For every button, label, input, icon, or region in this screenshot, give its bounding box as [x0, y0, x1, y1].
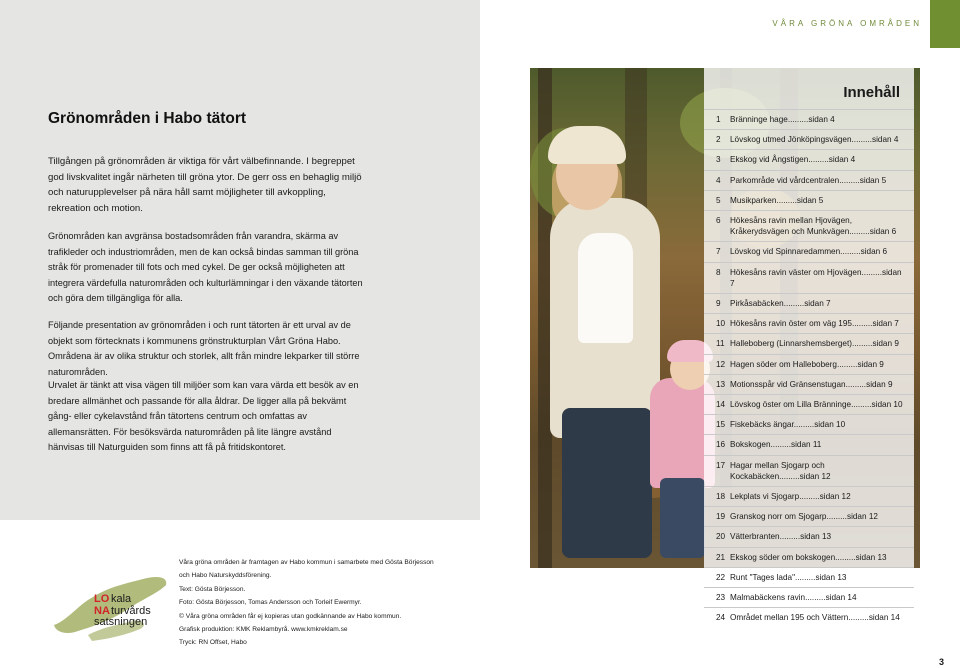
- toc-item-title: Granskog norr om Sjogarp: [730, 512, 827, 522]
- toc-dot-leader: .........: [779, 532, 801, 542]
- toc-item-page: sidan 9: [857, 359, 884, 369]
- toc-dot-leader: .........: [783, 299, 805, 309]
- lokala-naturvards-satsningen-logo: [48, 565, 178, 645]
- toc-item-page: sidan 12: [819, 492, 851, 502]
- toc-item-title: Malmabäckens ravin: [730, 593, 806, 603]
- toc-item-number: 10: [716, 319, 726, 329]
- toc-item-title: Bokskogen: [730, 440, 771, 450]
- toc-dot-leader: .........: [839, 175, 860, 185]
- toc-item: [704, 262, 914, 293]
- toc-item-title: Ekskog söder om bokskogen: [730, 552, 836, 562]
- toc-item-number: 20: [716, 532, 726, 542]
- toc-item: [704, 526, 914, 546]
- toc-item-number: 9: [716, 299, 721, 309]
- toc-item-title: Hökesåns ravin öster om väg 195: [730, 319, 852, 329]
- toc-item-number: 12: [716, 359, 726, 369]
- toc-item-page: sidan 14: [825, 593, 857, 603]
- toc-item-title: Hökesåns ravin väster om Hjovägen: [730, 267, 862, 277]
- toc-item-page: sidan 4: [808, 115, 835, 124]
- toc-item: [704, 414, 914, 434]
- toc-dot-leader: .........: [794, 572, 816, 582]
- toc-item-page: sidan 13: [800, 532, 832, 542]
- toc-dot-leader: .........: [770, 440, 791, 450]
- toc-item-number: 6: [716, 216, 721, 226]
- toc-item: [704, 109, 914, 129]
- toc-item-number: 17: [716, 460, 726, 470]
- toc-item-page: sidan 13: [855, 552, 887, 562]
- toc-item-number: 5: [716, 195, 721, 205]
- toc-item-title: Hökesåns ravin mellan Hjovägen, Kråkerydsvägen och Munkvägen: [730, 216, 852, 237]
- toc-dot-leader: .........: [793, 420, 815, 430]
- toc-dot-leader: .........: [845, 379, 867, 389]
- toc-item: [704, 374, 914, 394]
- toc-item-page: sidan 10: [871, 400, 903, 410]
- section-label: VÅRA GRÖNA OMRÅDEN: [772, 19, 922, 28]
- toc-item-number: 13: [716, 379, 726, 389]
- toc-item-page: sidan 14: [868, 613, 900, 623]
- toc-item: [704, 587, 914, 607]
- toc-title: Innehåll: [843, 84, 900, 101]
- toc-item-title: Området mellan 195 och Vättern: [730, 613, 849, 623]
- toc-item-number: 16: [716, 440, 726, 450]
- toc-item-page: sidan 5: [796, 195, 824, 205]
- toc-item: [704, 354, 914, 374]
- toc-item-page: sidan 6: [869, 227, 897, 237]
- toc-item-page: sidan 13: [815, 572, 847, 582]
- toc-item: [704, 210, 914, 241]
- toc-item: [704, 434, 914, 454]
- toc-dot-leader: .........: [826, 512, 847, 522]
- toc-item-title: Runt "Tages lada": [730, 572, 795, 582]
- toc-item-page: sidan 9: [872, 339, 899, 349]
- toc-item-page: sidan 5: [859, 175, 887, 185]
- toc-item: [704, 486, 914, 506]
- svg-text:NA: NA: [94, 605, 110, 617]
- svg-text:kala: kala: [111, 593, 132, 605]
- body-paragraph-1: Grönområden kan avgränsa bostadsområden från varandra, skärma av trafikleder och industriområden, men de kan också bindas samman till gröna stråk för promenader till fots och med cykel. De ger också möjligheten att integrera värdefulla naturområden och kulturlämningar i den växande tätorten och göra dem tillgängliga för alla.: [48, 231, 363, 304]
- toc-dot-leader: .........: [861, 267, 883, 277]
- toc-dot-leader: .........: [848, 613, 869, 623]
- toc-item-number: 14: [716, 400, 726, 410]
- credit-line: Våra gröna områden är framtagen av Habo kommun i samarbete med Gösta Börjesson: [179, 559, 434, 566]
- toc-item-title: Lövskog vid Spinnaredammen: [730, 247, 841, 257]
- toc-item: [704, 313, 914, 333]
- toc-item: [704, 333, 914, 353]
- toc-item-number: 19: [716, 512, 726, 522]
- toc-item-page: sidan 12: [799, 471, 831, 481]
- toc-item-title: Pirkåsabäcken: [730, 299, 784, 309]
- toc-item-number: 2: [716, 135, 721, 145]
- toc-dot-leader: .........: [808, 155, 829, 165]
- toc-item-title: Lekplats vi Sjogarp: [730, 492, 800, 502]
- toc-dot-leader: .........: [787, 115, 809, 124]
- toc-item-title: Bränninge hage: [730, 115, 788, 124]
- credit-line: Text: Gösta Börjesson.: [179, 585, 246, 593]
- credit-line: och Habo Naturskyddsförening.: [179, 572, 272, 580]
- toc-item-title: Motionsspår vid Gränsenstugan: [730, 379, 846, 389]
- toc-dot-leader: .........: [851, 339, 873, 349]
- credit-line: © Våra gröna områden får ej kopieras utan godkännande av Habo kommun.: [179, 612, 402, 620]
- toc-dot-leader: .........: [851, 400, 872, 410]
- toc-dot-leader: .........: [776, 195, 797, 205]
- body-paragraph-2: Följande presentation av grönområden i och runt tätorten är ett urval av de objekt som förtecknats i kommunens grönstrukturplan Vårt Gröna Habo. Områdena är av olika struktur och storlek, allt från mindre lekparker till större naturområden.: [48, 320, 360, 377]
- svg-text:LO: LO: [94, 593, 110, 605]
- toc-item-title: Lövskog utmed Jönköpingsvägen: [730, 135, 852, 145]
- toc-item: [704, 567, 914, 587]
- body-paragraph-3: Urvalet är tänkt att visa vägen till miljöer som kan vara värda ett besök av en bredare allmänhet och passande för alla åldrar. De ligger alla på bekvämt gång- eller cykelavstånd från tätortens centrum och omfattas av allemansrätten. För besöksvärda naturområden på lite längre avstånd hänvisas till Naturguiden som finns att få på fritidskontoret.: [48, 380, 359, 453]
- toc-item: [704, 394, 914, 414]
- toc-item-number: 8: [716, 267, 721, 277]
- toc-item-number: 15: [716, 420, 726, 430]
- green-tab: [930, 0, 960, 48]
- table-of-contents: [704, 68, 914, 628]
- toc-item-page: sidan 10: [814, 420, 846, 430]
- toc-dot-leader: .........: [851, 319, 873, 329]
- toc-item-number: 22: [716, 572, 726, 582]
- toc-item-page: sidan 11: [791, 440, 822, 450]
- toc-dot-leader: .........: [835, 552, 856, 562]
- toc-item-title: Halleboberg (Linnarshemsberget): [730, 339, 852, 349]
- toc-list: [704, 109, 914, 627]
- toc-item-number: 23: [716, 593, 726, 603]
- intro-paragraph: Tillgången på grönområden är viktiga för vårt välbefinnande. I begreppet god livskvalitet ingår närheten till gröna ytor. De gerr oss en behaglig miljö och naturupplevelser på nära håll samt möjligheter till avkoppling, rekreation och motion.: [48, 156, 362, 214]
- toc-item-number: 24: [716, 613, 726, 623]
- toc-item: [704, 149, 914, 169]
- toc-dot-leader: .........: [799, 492, 820, 502]
- toc-item: [704, 129, 914, 149]
- toc-item-number: 7: [716, 247, 721, 257]
- toc-item-number: 4: [716, 175, 721, 185]
- toc-item: [704, 607, 914, 627]
- toc-item: [704, 241, 914, 261]
- toc-item-number: 21: [716, 552, 726, 562]
- toc-item-title: Musikparken: [730, 195, 777, 205]
- toc-item-title: Hagar mellan Sjogarp och Kockabäcken: [730, 460, 825, 481]
- credits: [179, 556, 479, 650]
- svg-text:turvårds: turvårds: [111, 605, 151, 617]
- credit-line: Grafisk produktion: KMK Reklambyrå. www.kmkreklam.se: [179, 626, 348, 634]
- toc-item-title: Lövskog öster om Lilla Bränninge: [730, 400, 852, 410]
- toc-dot-leader: .........: [805, 593, 826, 603]
- toc-item: [704, 455, 914, 486]
- svg-text:satsningen: satsningen: [94, 616, 148, 628]
- toc-item-number: 3: [716, 155, 721, 165]
- toc-item-title: Ekskog vid Ångstigen: [730, 155, 809, 165]
- toc-item-page: sidan 4: [828, 155, 856, 165]
- toc-item-page: sidan 7: [804, 299, 831, 309]
- credit-line: Foto: Gösta Börjesson, Tomas Andersson och Torleif Ewermyr.: [179, 599, 362, 607]
- page-title: Grönområden i Habo tätort: [48, 110, 247, 127]
- toc-item-page: sidan 9: [866, 379, 893, 389]
- toc-item-page: sidan 7: [872, 319, 899, 329]
- toc-item-number: 18: [716, 492, 726, 502]
- toc-dot-leader: .........: [779, 471, 800, 481]
- toc-item-title: Vätterbranten: [730, 532, 780, 542]
- toc-dot-leader: .........: [840, 247, 861, 257]
- toc-item-page: sidan 7: [730, 267, 902, 288]
- toc-item-page: sidan 12: [846, 512, 878, 522]
- page-number: 3: [938, 657, 944, 667]
- toc-dot-leader: .........: [849, 227, 870, 237]
- toc-item: [704, 506, 914, 526]
- toc-item: [704, 170, 914, 190]
- toc-item-number: 1: [716, 115, 721, 124]
- toc-item-page: sidan 4: [872, 135, 899, 145]
- toc-item-title: Hagen söder om Halleboberg: [730, 359, 837, 369]
- toc-item: [704, 293, 914, 313]
- toc-item-page: sidan 6: [860, 247, 888, 257]
- toc-item-number: 11: [716, 339, 725, 349]
- toc-dot-leader: .........: [836, 359, 858, 369]
- toc-item: [704, 547, 914, 567]
- credit-line: Tryck: RN Offset, Habo: [179, 639, 247, 647]
- toc-item-title: Parkområde vid vårdcentralen: [730, 175, 840, 185]
- toc-item-title: Fiskebäcks ängar: [730, 420, 794, 430]
- toc-dot-leader: .........: [851, 135, 873, 145]
- toc-item: [704, 190, 914, 210]
